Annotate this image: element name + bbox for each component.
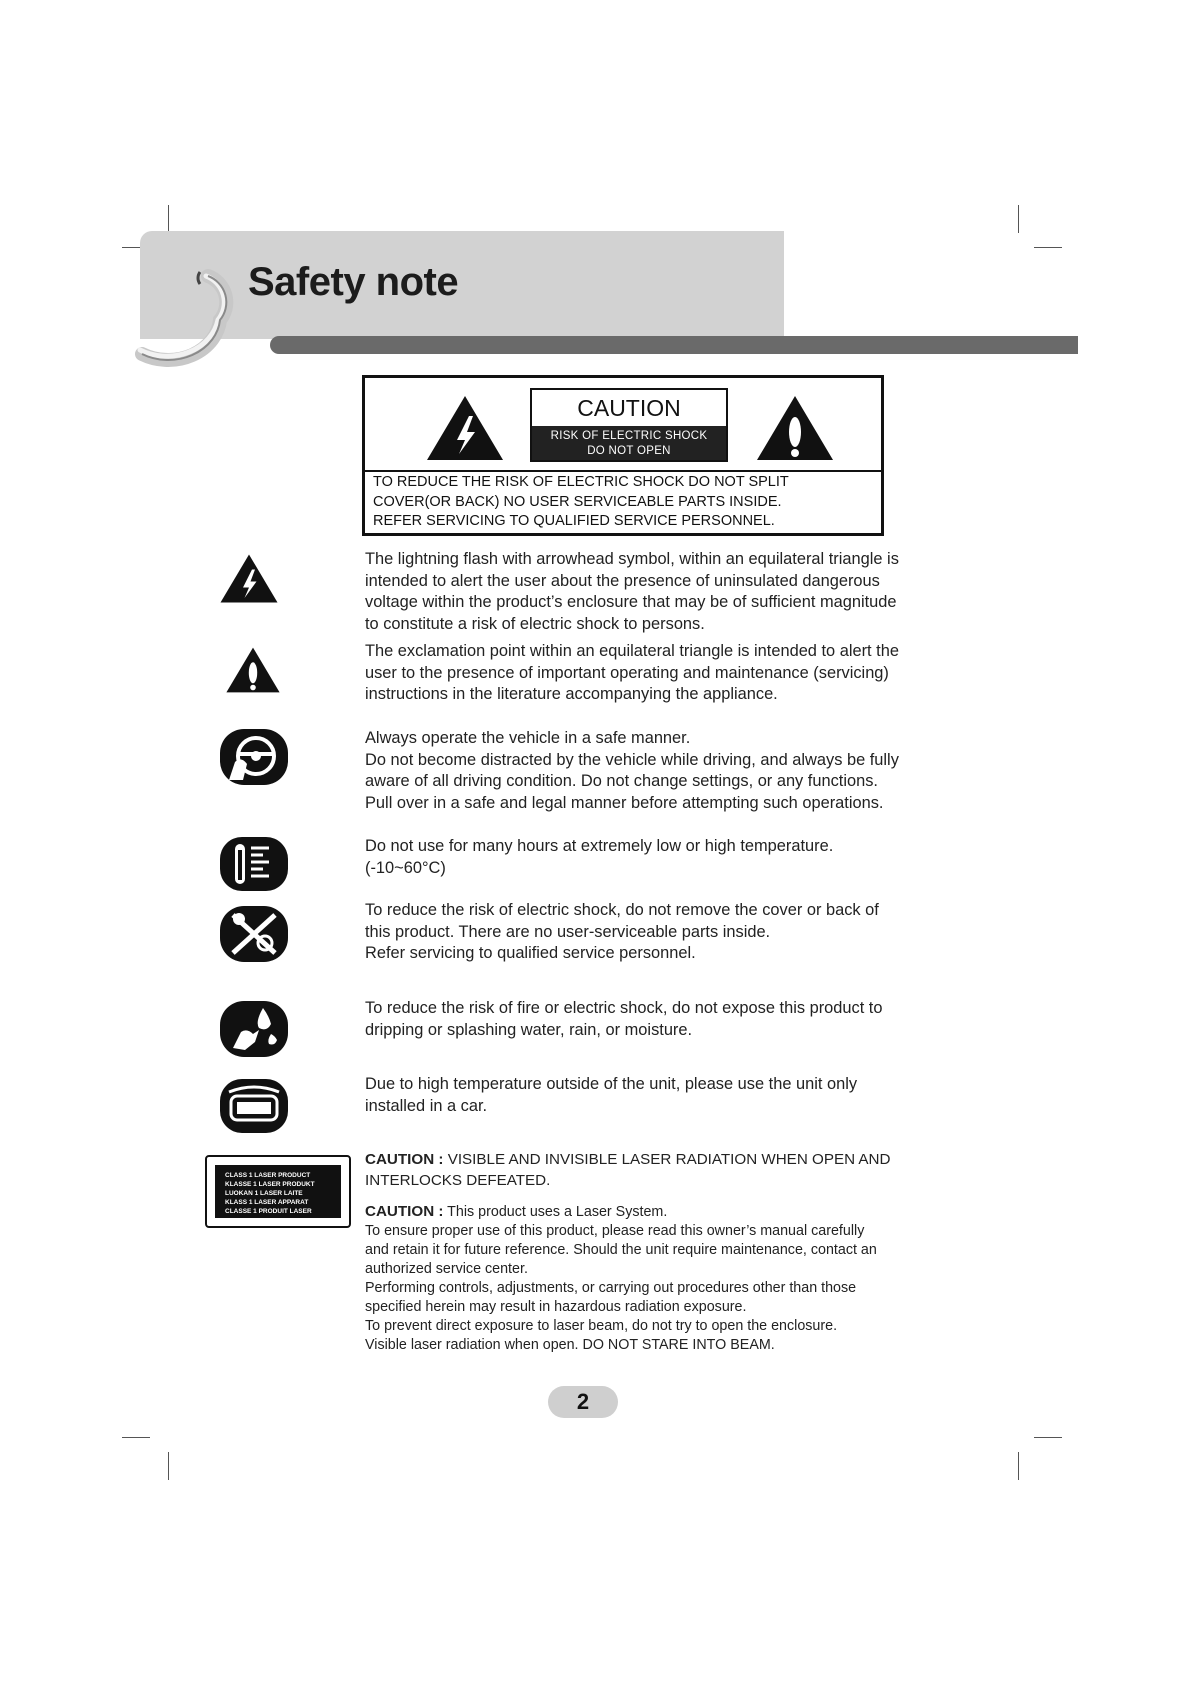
moisture-note — [365, 998, 965, 1041]
note-line: aware of all driving condition. Do not change settings, or any functions. — [365, 772, 878, 791]
laser-label-line: LUOKAN 1 LASER LAITE — [225, 1190, 303, 1197]
driving-note — [365, 728, 965, 814]
note-line: Pull over in a safe and legal manner before attempting such operations. — [365, 793, 884, 812]
caution-label — [530, 388, 728, 462]
caution-text-line: COVER(OR BACK) NO USER SERVICEABLE PARTS INSIDE. — [373, 493, 782, 510]
note-line: voltage within the product’s enclosure that may be of sufficient magnitude — [365, 593, 897, 612]
crop-mark — [1034, 247, 1062, 248]
caution-text: specified herein may result in hazardous radiation exposure. — [365, 1299, 747, 1315]
crop-mark — [1018, 205, 1019, 233]
note-line: installed in a car. — [365, 1096, 488, 1115]
lightning-warning-icon — [219, 552, 279, 605]
laser-class-label-text — [215, 1165, 341, 1218]
caution-box-header — [365, 378, 881, 472]
note-line: (-10~60°C) — [365, 858, 446, 877]
note-line: to constitute a risk of electric shock to persons. — [365, 614, 705, 633]
laser-label-line: KLASS 1 LASER APPARAT — [225, 1199, 309, 1206]
no-disassembly-icon — [219, 905, 289, 963]
note-line: To reduce the risk of electric shock, do not remove the cover or back of — [365, 901, 879, 919]
caution-label-sub-line: RISK OF ELECTRIC SHOCK — [550, 430, 708, 442]
note-line: intended to alert the user about the presence of uninsulated dangerous — [365, 571, 880, 590]
lightning-warning-icon — [425, 394, 505, 462]
crop-mark — [168, 205, 169, 233]
note-line: dripping or splashing water, rain, or moisture. — [365, 1020, 693, 1039]
crop-mark — [1034, 1437, 1062, 1438]
water-drop-icon — [219, 1000, 289, 1058]
exclamation-warning-icon — [755, 394, 835, 462]
crop-mark — [168, 1452, 169, 1480]
crop-mark — [1018, 1452, 1019, 1480]
note-line: this product. There are no user-serviceable parts inside. — [365, 922, 771, 941]
caution-text-line: REFER SERVICING TO QUALIFIED SERVICE PERSONNEL. — [373, 513, 775, 529]
caution-text: INTERLOCKS DEFEATED. — [365, 1171, 551, 1189]
laser-label-line: CLASSE 1 PRODUIT LASER — [225, 1208, 312, 1215]
caution-box — [362, 375, 884, 536]
caution-label-title: CAUTION — [577, 395, 681, 421]
note-line: Do not use for many hours at extremely low or high temperature. — [365, 837, 834, 855]
caution-text: To prevent direct exposure to laser beam, do not try to open the enclosure. — [365, 1318, 838, 1334]
note-line: The exclamation point within an equilateral triangle is intended to alert the — [365, 642, 899, 660]
thermometer-icon — [219, 836, 289, 892]
laser-class-label — [205, 1155, 351, 1228]
note-line: Due to high temperature outside of the unit, please use the unit only — [365, 1075, 858, 1093]
caution-text-line: TO REDUCE THE RISK OF ELECTRIC SHOCK DO NOT SPLIT — [373, 474, 789, 490]
exclamation-note — [365, 641, 965, 706]
caution-label-sub-line: DO NOT OPEN — [587, 445, 671, 457]
caution-text: This product uses a Laser System. — [443, 1204, 668, 1220]
car-only-note — [365, 1074, 965, 1117]
lightning-note — [365, 549, 965, 635]
note-line: user to the presence of important operating and maintenance (servicing) — [365, 663, 889, 682]
laser-caution-1 — [365, 1150, 965, 1191]
no-disassembly-note — [365, 900, 965, 965]
caution-text: authorized service center. — [365, 1261, 528, 1277]
exclamation-warning-icon — [225, 644, 281, 696]
caution-lead: CAUTION : — [365, 1203, 444, 1220]
car-unit-icon — [219, 1078, 289, 1134]
note-line: Refer servicing to qualified service personnel. — [365, 944, 696, 963]
laser-label-line: KLASSE 1 LASER PRODUKT — [225, 1181, 315, 1188]
note-line: Always operate the vehicle in a safe manner. — [365, 729, 691, 747]
page-number: 2 — [548, 1386, 618, 1418]
note-line: instructions in the literature accompanying the appliance. — [365, 685, 778, 704]
laser-label-line: CLASS 1 LASER PRODUCT — [225, 1172, 311, 1179]
page-title: Safety note — [248, 260, 459, 304]
caution-text: VISIBLE AND INVISIBLE LASER RADIATION WHEN OPEN AND — [443, 1151, 891, 1168]
caution-text: Performing controls, adjustments, or carrying out procedures other than those — [365, 1280, 857, 1296]
note-line: The lightning flash with arrowhead symbol, within an equilateral triangle is — [365, 550, 899, 568]
note-line: Do not become distracted by the vehicle while driving, and always be fully — [365, 750, 899, 769]
caution-lead: CAUTION : — [365, 1151, 444, 1168]
temperature-note — [365, 836, 965, 879]
header-bar — [270, 336, 1078, 354]
caution-text: Visible laser radiation when open. DO NOT STARE INTO BEAM. — [365, 1337, 775, 1353]
caution-text: and retain it for future reference. Should the unit require maintenance, contact an — [365, 1242, 877, 1258]
caution-label-sub — [532, 426, 726, 460]
steering-wheel-icon — [219, 728, 289, 786]
caution-box-text — [373, 473, 879, 532]
note-line: To reduce the risk of fire or electric shock, do not expose this product to — [365, 999, 883, 1017]
crop-mark — [122, 1437, 150, 1438]
caution-text: To ensure proper use of this product, please read this owner’s manual carefully — [365, 1223, 865, 1239]
laser-caution-2 — [365, 1202, 965, 1355]
swoosh-icon — [134, 262, 254, 382]
